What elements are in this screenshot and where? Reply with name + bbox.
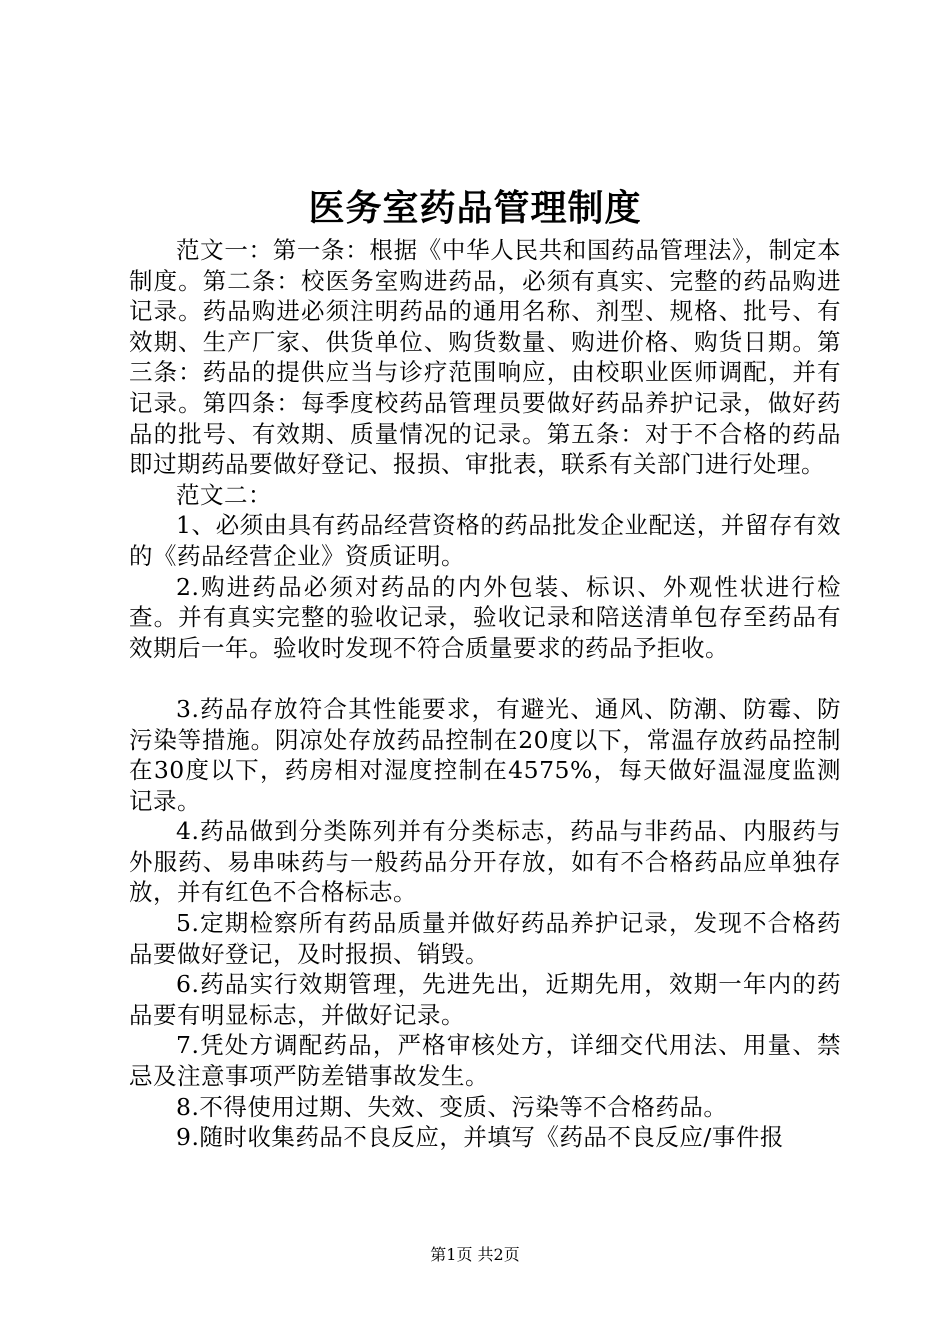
- paragraph-item-8: 8.不得使用过期、失效、变质、污染等不合格药品。: [176, 1092, 728, 1121]
- paragraph-item-9: 9.随时收集药品不良反应，并填写《药品不良反应/事件报: [176, 1123, 784, 1152]
- page-number-footer: 第1页 共2页: [430, 1245, 520, 1264]
- document-title: 医务室药品管理制度: [308, 187, 642, 229]
- paragraph-item-7: 7.凭处方调配药品，严格审核处方，详细交代用法、用量、禁忌及注意事项严防差错事故发生。: [129, 1031, 841, 1091]
- paragraph-item-2: 2.购进药品必须对药品的内外包装、标识、外观性状进行检查。并有真实完整的验收记录，验收记录和陪送清单包存至药品有效期后一年。验收时发现不符合质量要求的药品予拒收。: [129, 572, 841, 662]
- paragraph-item-3: 3.药品存放符合其性能要求，有避光、通风、防潮、防霉、防污染等措施。阴凉处存放药品控制在20度以下，常温存放药品控制在30度以下，药房相对湿度控制在4575%，每天做好温湿度监测记录。: [129, 694, 841, 815]
- paragraph-item-1: 1、必须由具有药品经营资格的药品批发企业配送，并留存有效的《药品经营企业》资质证明。: [129, 511, 841, 570]
- paragraph-sample-two-heading: 范文二：: [176, 480, 272, 509]
- paragraph-spacer: [129, 663, 841, 694]
- paragraph-item-6: 6.药品实行效期管理，先进先出，近期先用，效期一年内的药品要有明显标志，并做好记录。: [129, 970, 841, 1029]
- paragraph-item-4: 4.药品做到分类陈列并有分类标志，药品与非药品、内服药与外服药、易串味药与一般药品分开存放，如有不合格药品应单独存放，并有红色不合格标志。: [129, 817, 841, 907]
- paragraph-sample-one: 范文一：第一条：根据《中华人民共和国药品管理法》，制定本制度。第二条：校医务室购进药品，必须有真实、完整的药品购进记录。药品购进必须注明药品的通用名称、剂型、规格、批号、有效期、生产厂家、供货单位、购货数量、购进价格、购货日期。第三条：药品的提供应当与诊疗范围响应，由校职业医师调配，并有记录。第四条：每季度校药品管理员要做好药品养护记录，做好药品的批号、有效期、质量情况的记录。第五条：对于不合格的药品即过期药品要做好登记、报损、审批表，联系有关部门进行处理。: [129, 236, 841, 479]
- document-body: [129, 235, 841, 1153]
- paragraph-item-5: 5.定期检察所有药品质量并做好药品养护记录，发现不合格药品要做好登记，及时报损、销毁。: [129, 909, 841, 968]
